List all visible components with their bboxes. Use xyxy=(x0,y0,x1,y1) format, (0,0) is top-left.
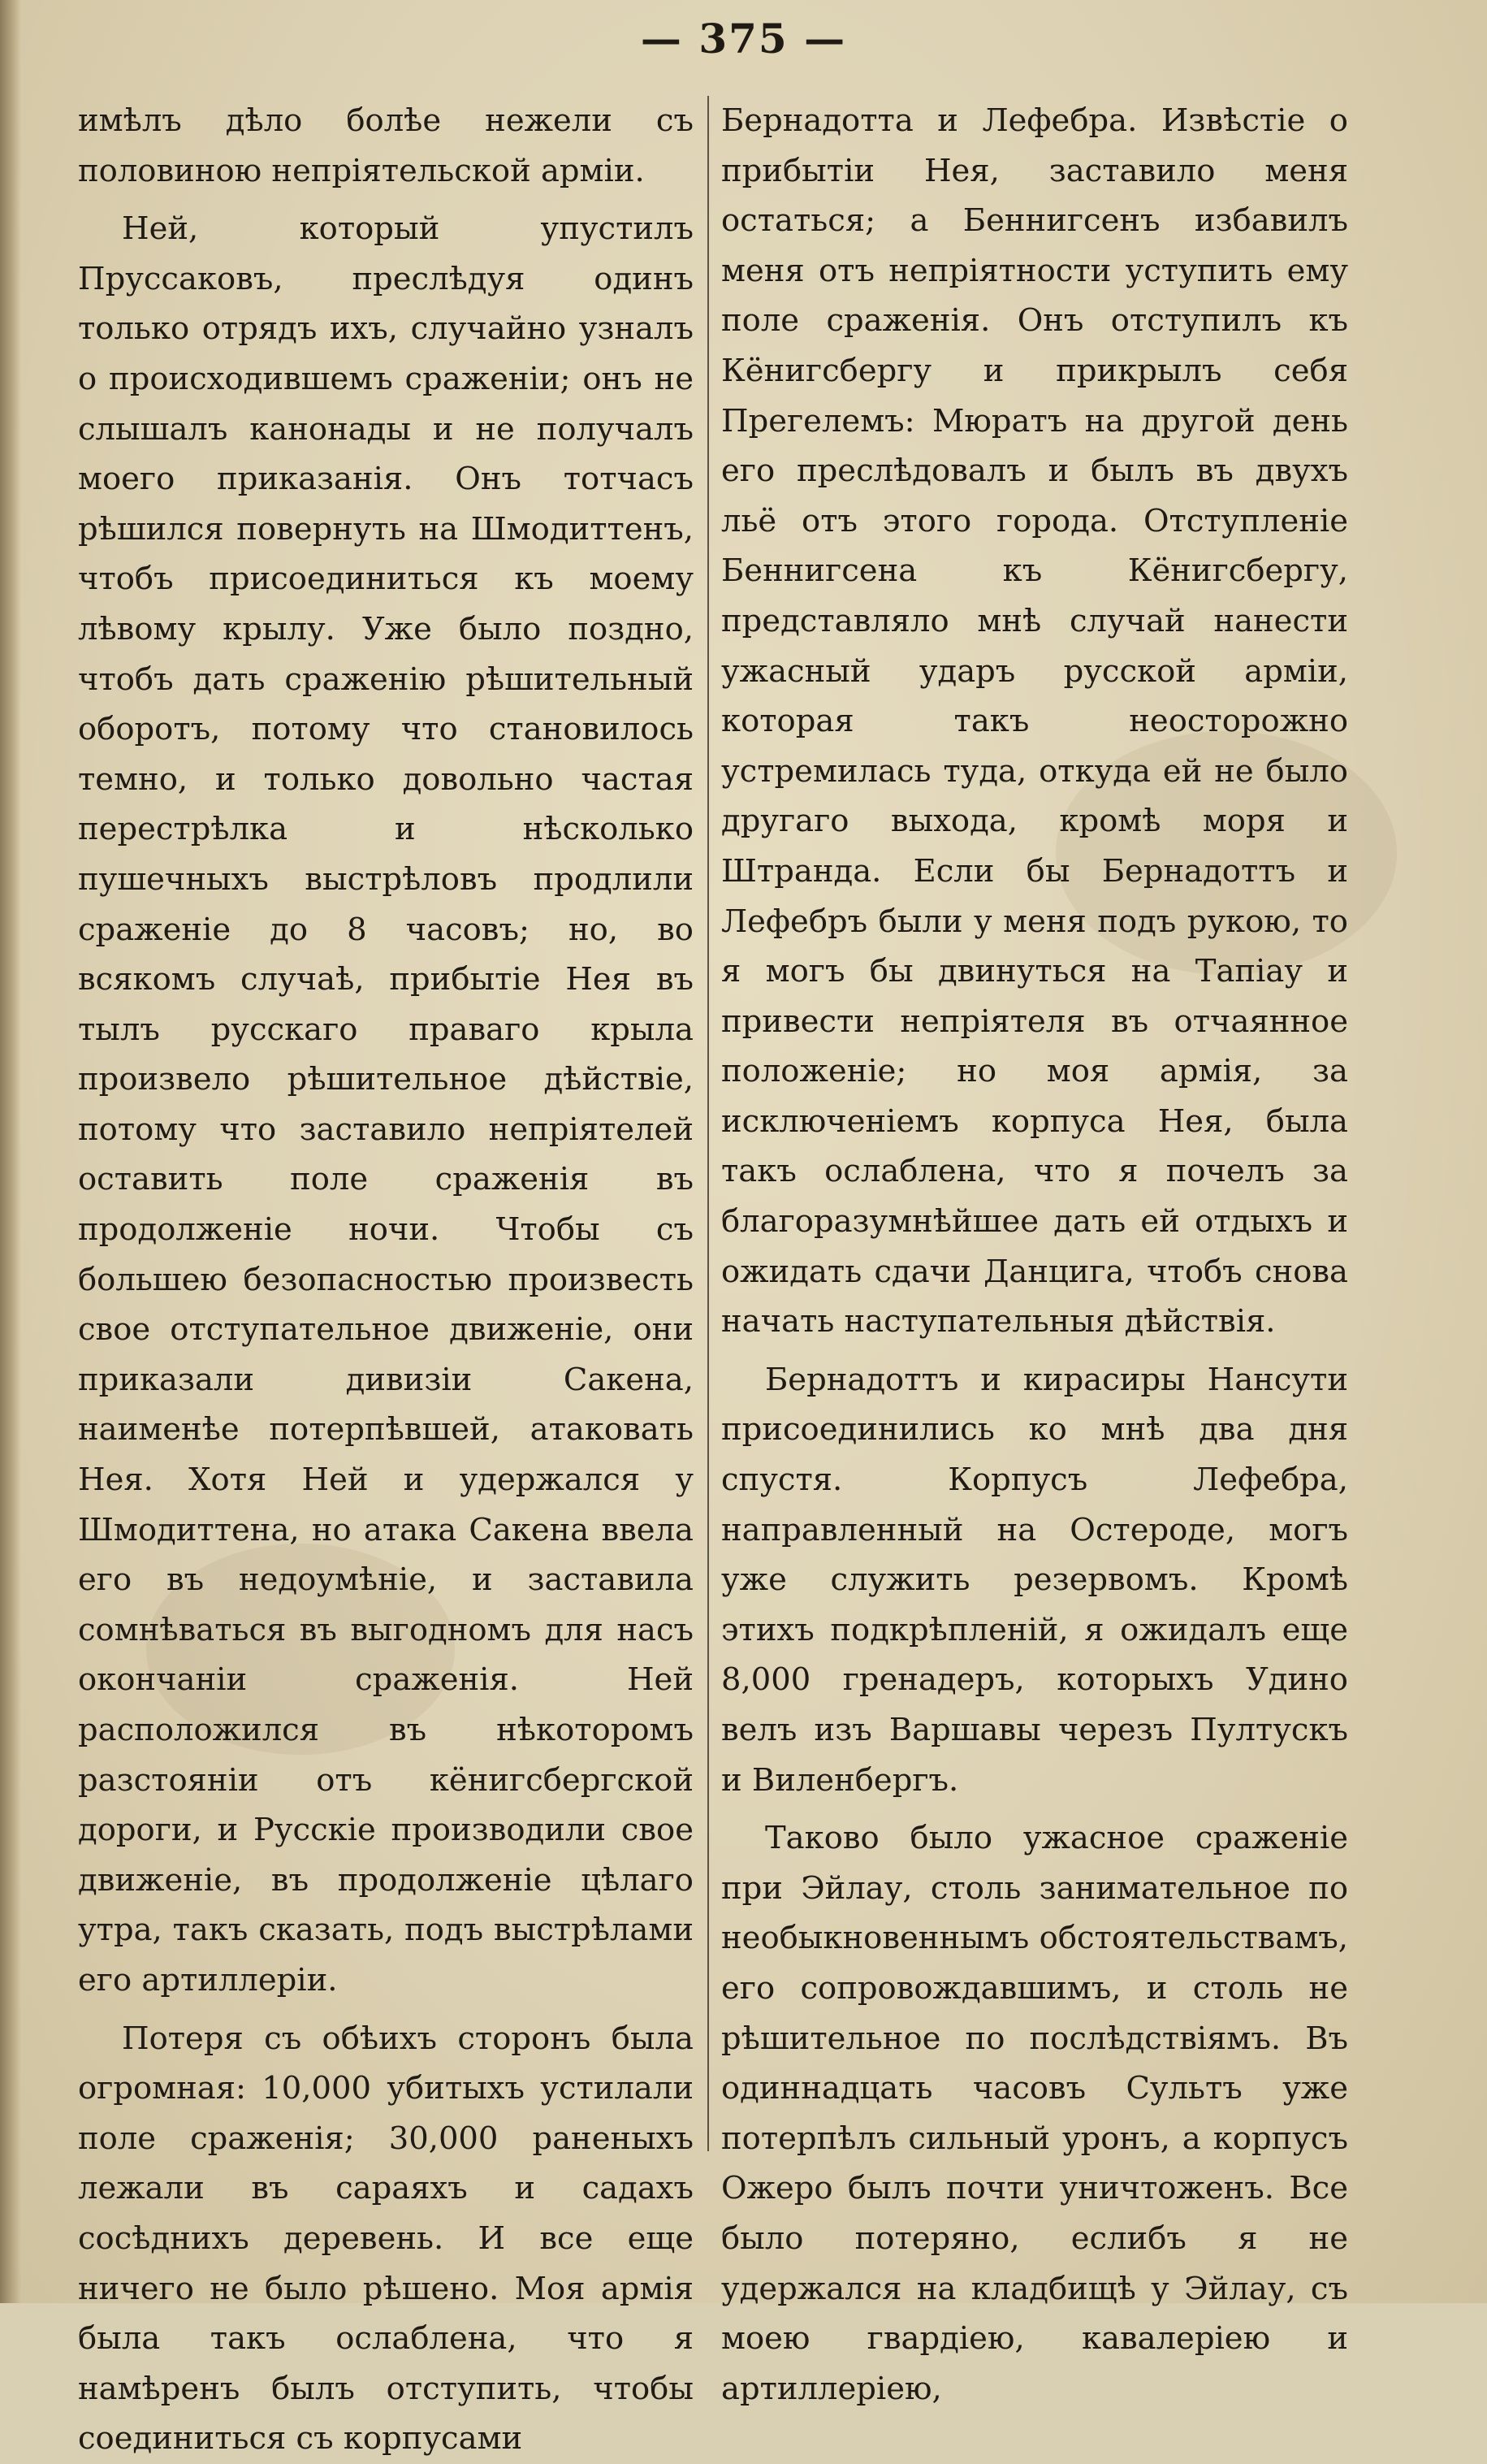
paragraph: Потеря съ обѣихъ сторонъ была огромная: 10,000 убитыхъ устилали поле сраженія; 30,000 раненыхъ лежали въ сараяхъ и садахъ сосѣднихъ деревень. И все еще ничего не было рѣшено. Моя армія была такъ ослаблена, что я намѣренъ былъ отступить, чтобы соединиться съ корпусами xyxy=(78,2020,694,2458)
column-divider xyxy=(707,96,709,2151)
paragraph: Ней, который упустилъ Пруссаковъ, преслѣдуя одинъ только отрядъ ихъ, случайно узналъ о происходившемъ сраженіи; онъ не слышалъ канонады и не получалъ моего приказанія. Онъ тотчасъ рѣшился повернуть на Шмодиттенъ, чтобъ присоединиться къ моему лѣвому крылу. Уже было поздно, чтобъ дать сраженію рѣшительный оборотъ, потому что становилось темно, и только довольно частая перестрѣлка и нѣсколько пушечныхъ выстрѣловъ продлили сраженіе до 8 часовъ; но, во всякомъ случаѣ, прибытіе Нея въ тылъ русскаго праваго крыла произвело рѣшительное дѣйствіе, потому что заставило непріятелей оставить поле сраженія въ продолженіе ночи. Чтобы съ большею безопасностью произвесть свое отступательное движеніе, они приказали дивизіи Сакена, наименѣе потерпѣвшей, атаковать Нея. Хотя Ней и удержался у Шмодиттена, но атака Сакена ввела его въ недоумѣніе, и заставила сомнѣваться въ выгодномъ для насъ окончаніи сраженія. Ней расположился въ нѣкоторомъ разстояніи отъ кёнигсбергской дороги, и Русскіе производили свое движеніе, въ продолженіе цѣлаго утра, такъ сказать, подъ выстрѣлами его артиллеріи. xyxy=(78,210,694,1998)
right-column xyxy=(721,96,1348,2414)
paragraph: Таково было ужасное сраженіе при Эйлау, столь занимательное по необыкновеннымъ обстоятельствамъ, его сопровождавшимъ, и столь не рѣшительное по послѣдствіямъ. Въ одиннадцать часовъ Сультъ уже потерпѣлъ сильный уронъ, а корпусъ Ожеро былъ почти уничтоженъ. Все было потеряно, еслибъ я не удержался на кладбищѣ у Эйлау, съ моею гвардіею, кавалеріею и артиллеріею, xyxy=(721,1820,1348,2407)
left-column xyxy=(78,96,694,2464)
paragraph: Бернадоттъ и кирасиры Нансути присоединились ко мнѣ два дня спустя. Корпусъ Лефебра, направленный на Остероде, могъ уже служить резервомъ. Кромѣ этихъ подкрѣпленій, я ожидалъ еще 8,000 гренадеръ, которыхъ Удино велъ изъ Варшавы черезъ Пултускъ и Виленбергъ. xyxy=(721,1361,1348,1799)
paragraph: имѣлъ дѣло болѣе нежели съ половиною непріятельской арміи. xyxy=(78,102,694,189)
page-edge-shadow xyxy=(0,0,21,2303)
paragraph: Бернадотта и Лефебра. Извѣстіе о прибытіи Нея, заставило меня остаться; а Беннигсенъ избавилъ меня отъ непріятности уступить ему поле сраженія. Онъ отступилъ къ Кёнигсбергу и прикрылъ себя Прегелемъ: Мюратъ на другой день его преслѣдовалъ и былъ въ двухъ льё отъ этого города. Отступленіе Беннигсена къ Кёнигсбергу, представляло мнѣ случай нанести ужасный ударъ русской арміи, которая такъ неосторожно устремилась туда, откуда ей не было другаго выхода, кромѣ моря и Штранда. Если бы Бернадоттъ и Лефебръ были у меня подъ рукою, то я могъ бы двинуться на Тапіау и привести непріятеля въ отчаянное положеніе; но моя армія, за исключеніемъ корпуса Нея, была такъ ослаблена, что я почелъ за благоразумнѣйшее дать ей отдыхъ и ожидать сдачи Данцига, чтобъ снова начать наступательныя дѣйствія. xyxy=(721,102,1348,1340)
page-number: — 375 — xyxy=(640,15,847,63)
